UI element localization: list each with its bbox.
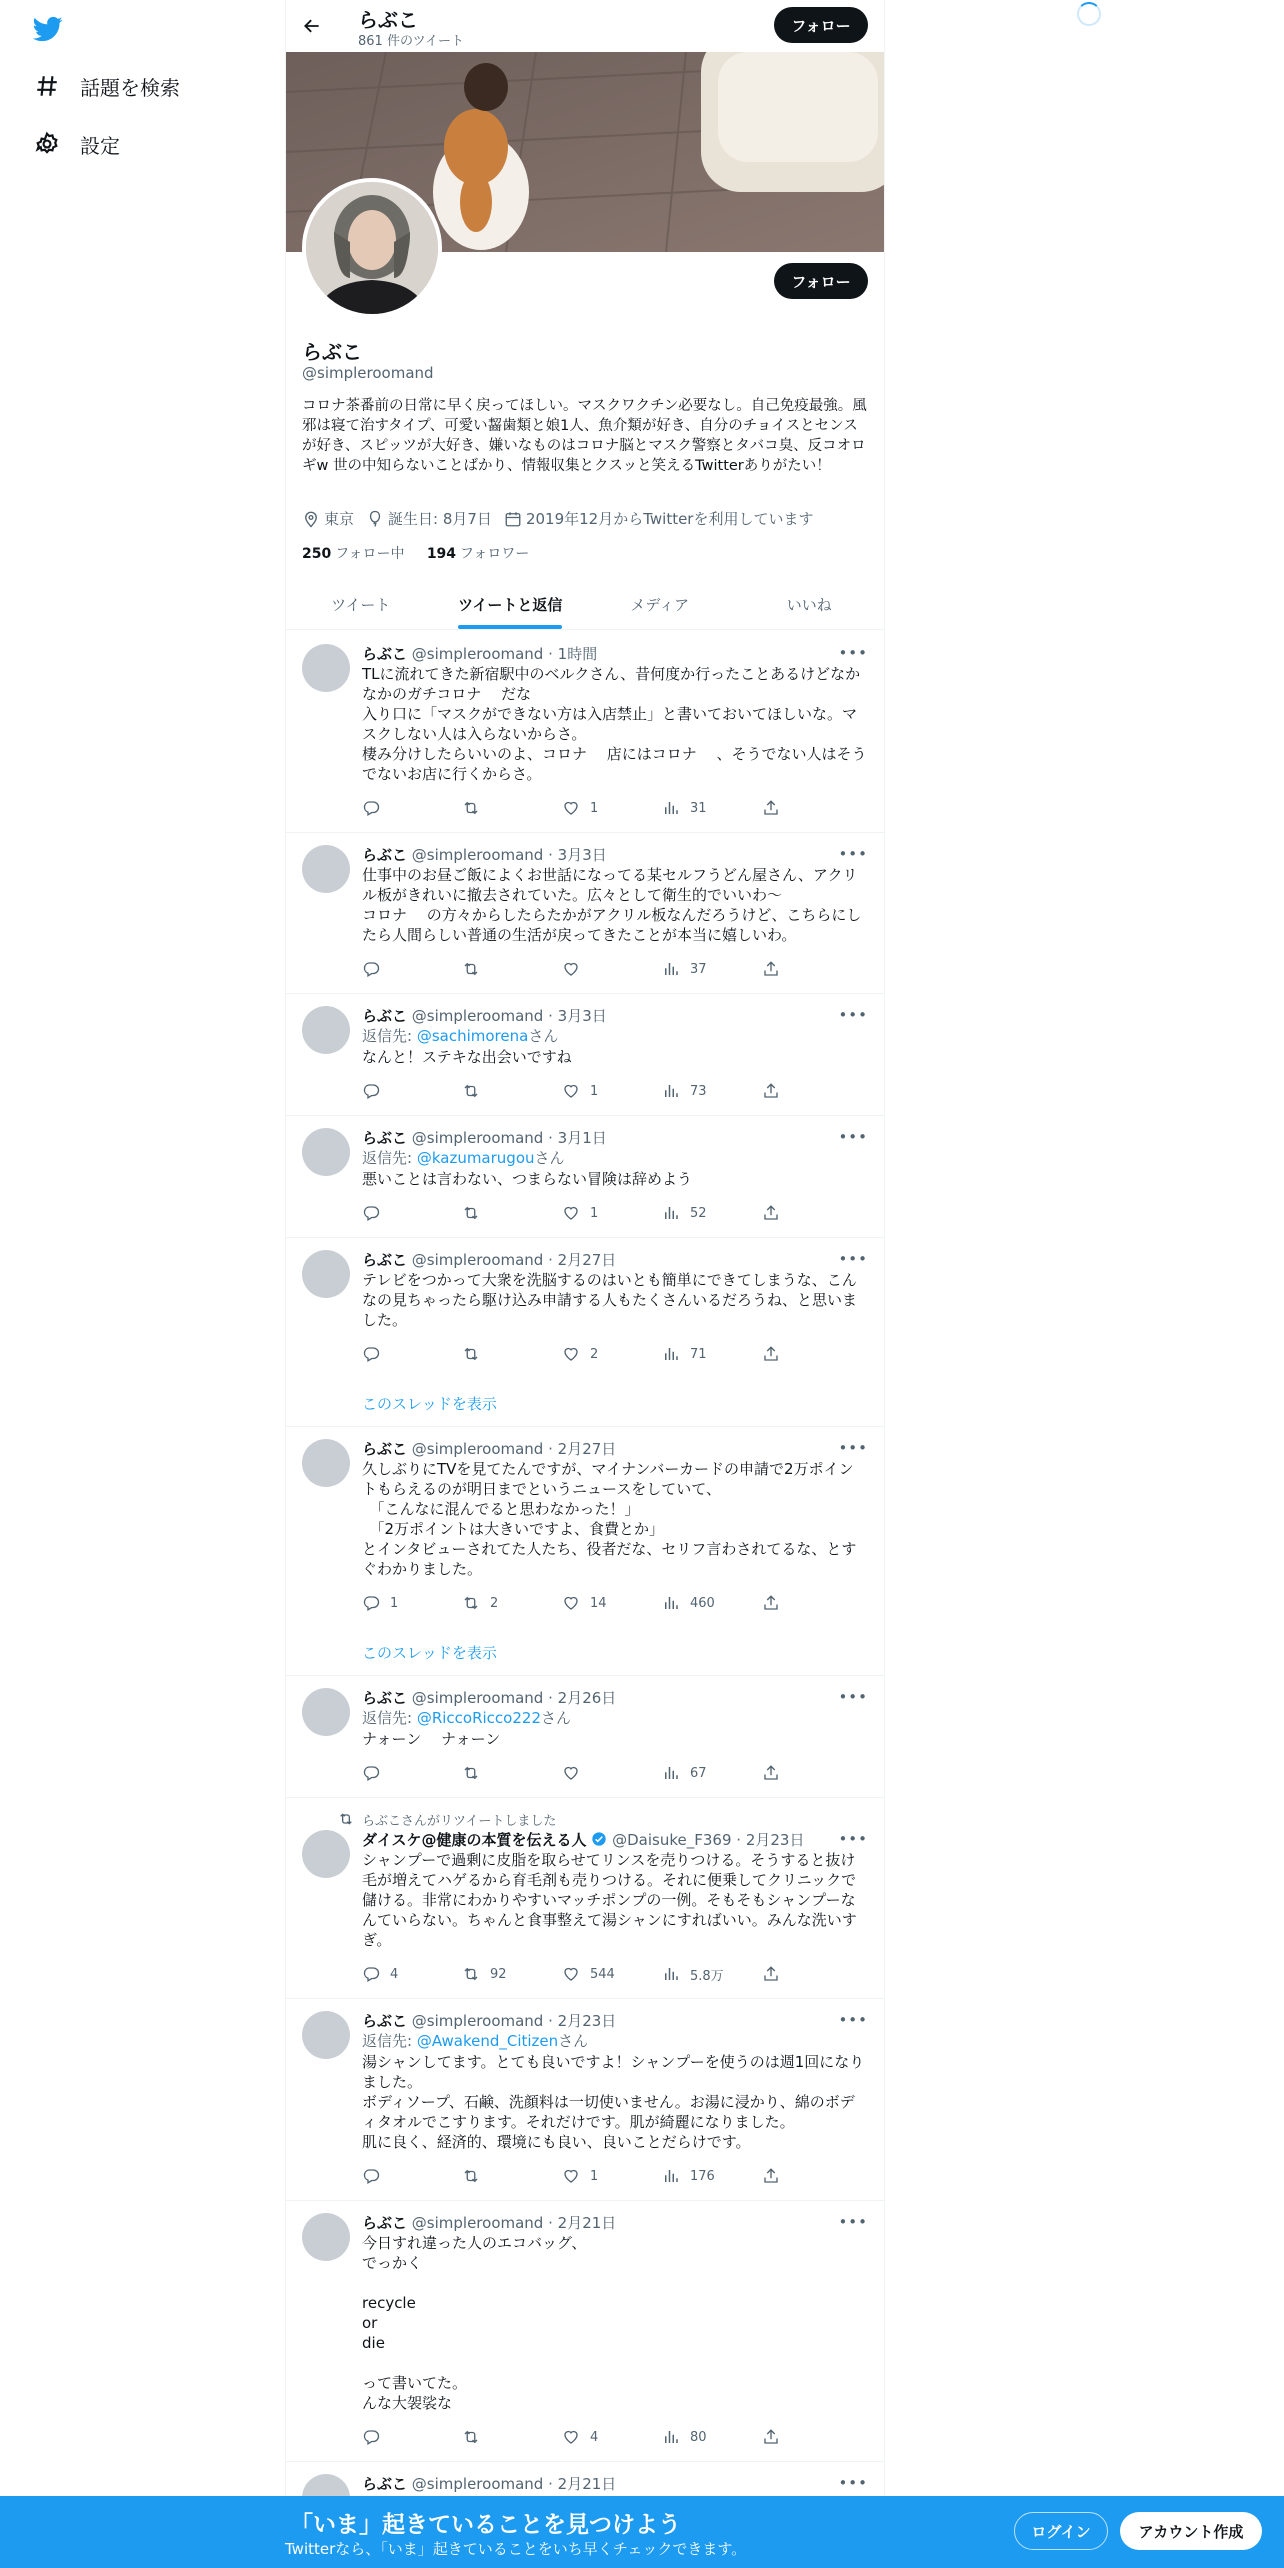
views-button[interactable]: 80 — [662, 2425, 762, 2449]
tab-2[interactable] — [585, 580, 735, 629]
retweet-icon — [462, 1965, 480, 1983]
tweet-date[interactable]: · 2月21日 — [548, 2475, 617, 2493]
reply-to: 返信先: @sachimorenaさん — [362, 1027, 559, 1045]
like-button[interactable] — [562, 957, 662, 981]
tweet-text: 悪いことは言わない、つまらない冒険は辞めよう — [362, 1170, 693, 1188]
followers-link[interactable]: 194 フォロワー — [426, 546, 530, 562]
retweet-button[interactable] — [462, 957, 562, 981]
tweet-avatar[interactable] — [302, 845, 350, 893]
tweet-text: 仕事中のお昼ご飯によくお世話になってる某セルフうどん屋さん、アクリル板がきれいに撤去されていた。広々として衛生的でいいわ〜 コロナ の方々からしたらたかがアクリル板なんだろうけど、こちらにしたら人間らしい普通の生活が戻ってきたことが本当に嬉しいわ。 — [362, 866, 862, 944]
tweet-header — [362, 2213, 868, 2233]
main-column — [285, 0, 885, 2568]
tweet-text: シャンプーで過剰に皮脂を取らせてリンスを売りつける。そうすると抜け毛が増えてハゲるから育毛剤も売りつける。それに便乗してクリニックで儲ける。非常にわかりやすいマッチポンプの一例。そもそもシャンプーなんていらない。ちゃんと食事整えて湯シャンにすればいい。みんな洗いすぎ。 — [362, 1851, 857, 1949]
tweet-actions — [362, 1342, 868, 1366]
share-button[interactable] — [762, 1761, 862, 1785]
reply-icon — [362, 1965, 380, 1983]
reply-button[interactable]: 4 — [362, 1962, 462, 1986]
reply-button[interactable] — [362, 2164, 462, 2188]
tweet-actions — [362, 1962, 868, 1986]
retweet-icon — [462, 1764, 480, 1782]
reply-to-handle[interactable]: @RiccoRicco222 — [416, 1709, 541, 1727]
tweet-text: TLに流れてきた新宿駅中のベルクさん、昔何度か行ったことあるけどなかなかのガチコロナ だな 入り口に「マスクができない方は入店禁止」と書いておいてほしいな。マスクしない人は入らないからさ。 棲み分けしたらいいのよ、コロナ 店にはコロナ 、そうでない人はそうでないお店に行くからさ。 — [362, 665, 867, 783]
share-icon — [762, 1764, 780, 1782]
share-icon — [762, 2167, 780, 2185]
show-thread-link[interactable]: このスレッドを表示 — [362, 1644, 497, 1662]
tweet-text: テレビをつかって大衆を洗脳するのはいとも簡単にできてしまうな、こんなの見ちゃったら駆け込み申請する人もたくさんいるだろうね、と思いました。 — [362, 1271, 858, 1329]
header-name: らぶこ — [358, 8, 418, 32]
more-options-icon[interactable]: ••• — [838, 2474, 868, 2492]
more-options-icon[interactable]: ••• — [838, 1688, 868, 1706]
reply-button[interactable] — [362, 957, 462, 981]
reply-icon — [362, 1764, 380, 1782]
tweet-feed — [286, 632, 884, 2563]
tweet-date[interactable]: · 2月23日 — [736, 1831, 805, 1849]
views-chart-icon — [662, 799, 680, 817]
tab-label: メディア — [630, 596, 690, 614]
views-chart-icon — [662, 2428, 680, 2446]
like-button[interactable] — [562, 1761, 662, 1785]
tweet-author-handle[interactable]: @simpleroomand — [411, 846, 544, 864]
tab-label: ツイート — [331, 596, 391, 614]
heart-icon — [562, 960, 580, 978]
reply-button[interactable] — [362, 1079, 462, 1103]
nav-settings-label: 設定 — [80, 133, 120, 158]
profile-tabs — [286, 580, 884, 630]
views-chart-icon — [662, 1764, 680, 1782]
tweet-avatar[interactable] — [302, 1688, 350, 1736]
tweet-text: ナォーン ナォーン — [362, 1730, 501, 1748]
reply-icon — [362, 1204, 380, 1222]
tweet-author-handle[interactable]: @simpleroomand — [411, 1251, 544, 1269]
tab-1[interactable] — [436, 580, 586, 629]
share-button[interactable] — [762, 2425, 862, 2449]
signup-button[interactable]: アカウント作成 — [1120, 2512, 1262, 2550]
retweet-icon — [462, 1594, 480, 1612]
share-icon — [762, 799, 780, 817]
tweet-author-handle[interactable]: @simpleroomand — [411, 1689, 544, 1707]
more-options-icon[interactable]: ••• — [838, 2213, 868, 2231]
tweet-date[interactable]: · 3月3日 — [548, 846, 607, 864]
profile-meta — [302, 508, 825, 529]
heart-icon — [562, 1345, 580, 1363]
tweet-author-handle[interactable]: @simpleroomand — [411, 1440, 544, 1458]
reply-to: 返信先: @Awakend_Citizenさん — [362, 2032, 589, 2050]
like-button[interactable]: 1 — [562, 1079, 662, 1103]
tweet-author-name[interactable]: ダイスケ@健康の本質を伝える人 — [362, 1831, 587, 1849]
reply-to: 返信先: @kazumarugouさん — [362, 1149, 565, 1167]
tweet-header — [362, 644, 868, 664]
retweeted-by: らぶこさんがリツイートしました — [338, 1810, 868, 1828]
tweet-date[interactable]: · 2月27日 — [548, 1251, 617, 1269]
tweet-header — [362, 1830, 868, 1850]
share-icon — [762, 1594, 780, 1612]
reply-to-handle[interactable]: @kazumarugou — [416, 1149, 535, 1167]
tweet-avatar[interactable] — [302, 1830, 350, 1878]
tweet-author-name[interactable]: らぶこ — [362, 645, 408, 663]
twitter-bird-icon[interactable] — [32, 14, 64, 44]
retweet-icon — [462, 1345, 480, 1363]
more-options-icon[interactable]: ••• — [838, 644, 868, 662]
like-button[interactable]: 1 — [562, 1201, 662, 1225]
loading-spinner-icon — [1077, 2, 1101, 26]
reply-icon — [362, 799, 380, 817]
share-button[interactable] — [762, 1342, 862, 1366]
retweet-button[interactable] — [462, 796, 562, 820]
tweet-author-handle[interactable]: @simpleroomand — [411, 1007, 544, 1025]
reply-button[interactable]: 1 — [362, 1591, 462, 1615]
tweet[interactable] — [286, 1798, 884, 1999]
share-button[interactable] — [762, 1962, 862, 1986]
tweet-header — [362, 845, 868, 865]
tweet[interactable] — [286, 994, 884, 1116]
retweet-icon — [338, 1811, 354, 1827]
tweet-author-name[interactable]: らぶこ — [362, 1129, 408, 1147]
views-chart-icon — [662, 1594, 680, 1612]
top-bar — [286, 0, 884, 52]
nav-explore[interactable] — [30, 62, 180, 110]
profile-joined — [504, 508, 814, 529]
reply-to: 返信先: @RiccoRicco222さん — [362, 1709, 571, 1727]
reply-icon — [362, 1594, 380, 1612]
profile-location-text: 東京 — [324, 510, 355, 528]
balloon-icon — [366, 510, 384, 528]
reply-button[interactable] — [362, 1342, 462, 1366]
tweet-header — [362, 2474, 868, 2494]
retweet-icon — [462, 1204, 480, 1222]
profile-location — [302, 508, 354, 529]
like-button[interactable]: 1 — [562, 796, 662, 820]
retweet-button[interactable]: 92 — [462, 1962, 562, 1986]
more-options-icon[interactable]: ••• — [838, 2011, 868, 2029]
tab-0[interactable] — [286, 580, 436, 629]
tweet-author-handle[interactable]: @simpleroomand — [411, 1129, 544, 1147]
tweet-avatar[interactable] — [302, 1439, 350, 1487]
views-button[interactable]: 67 — [662, 1761, 762, 1785]
tweet-author-handle[interactable]: @simpleroomand — [411, 645, 544, 663]
reply-icon — [362, 2167, 380, 2185]
tweet-text: 今日すれ違った人のエコバッグ、 でっかく recycle or die って書いてた。 んな大袈裟な — [362, 2234, 587, 2412]
views-button[interactable]: 31 — [662, 796, 762, 820]
tweet-date[interactable]: · 3月3日 — [548, 1007, 607, 1025]
tweet[interactable] — [286, 1999, 884, 2201]
tweet-header — [362, 1006, 868, 1026]
calendar-icon — [504, 510, 522, 528]
like-button[interactable]: 544 — [562, 1962, 662, 1986]
profile-follow-stats — [302, 543, 529, 563]
tweet-author-name[interactable]: らぶこ — [362, 1440, 408, 1458]
heart-icon — [562, 2428, 580, 2446]
bottom-bar-title: 「いま」起きていることを見つけよう — [290, 2512, 681, 2538]
heart-icon — [562, 1082, 580, 1100]
tweet-actions — [362, 1079, 868, 1103]
share-button[interactable] — [762, 1591, 862, 1615]
tweet[interactable] — [286, 833, 884, 994]
views-chart-icon — [662, 960, 680, 978]
heart-icon — [562, 1764, 580, 1782]
tweet[interactable] — [286, 1238, 884, 1427]
views-chart-icon — [662, 1082, 680, 1100]
tweet-author-handle[interactable]: @Daisuke_F369 — [612, 1831, 732, 1849]
tweet-author-handle[interactable]: @simpleroomand — [411, 2012, 544, 2030]
profile-handle: @simpleroomand — [302, 364, 434, 382]
tweet-date[interactable]: · 1時間 — [548, 645, 598, 663]
views-button[interactable]: 5.8万 — [662, 1962, 762, 1986]
views-button[interactable]: 460 — [662, 1591, 762, 1615]
tweet-avatar[interactable] — [302, 1250, 350, 1298]
reply-button[interactable] — [362, 2425, 462, 2449]
tweet-actions — [362, 796, 868, 820]
tweet[interactable] — [286, 632, 884, 833]
views-button[interactable]: 71 — [662, 1342, 762, 1366]
retweet-icon — [462, 799, 480, 817]
nav-settings[interactable] — [30, 120, 120, 168]
verified-badge-icon — [591, 1831, 607, 1847]
tweet-text: 湯シャンしてます。とても良いですよ！シャンプーを使うのは週1回になりました。 ボディソープ、石鹸、洗顔料は一切使いません。お湯に浸かり、綿のボディタオルでこすります。それだけです。肌が綺麗になりました。 肌に良く、経済的、環境にも良い、良いことだらけです。 — [362, 2053, 865, 2151]
share-icon — [762, 2428, 780, 2446]
profile-name: らぶこ — [302, 340, 362, 364]
tweet-header — [362, 1250, 868, 1270]
views-chart-icon — [662, 1965, 680, 1983]
retweet-button[interactable] — [462, 1761, 562, 1785]
like-button[interactable]: 14 — [562, 1591, 662, 1615]
reply-icon — [362, 960, 380, 978]
share-icon — [762, 1345, 780, 1363]
share-button[interactable] — [762, 1201, 862, 1225]
views-chart-icon — [662, 1204, 680, 1222]
reply-to-handle[interactable]: @Awakend_Citizen — [416, 2032, 559, 2050]
like-button[interactable]: 4 — [562, 2425, 662, 2449]
more-options-icon[interactable]: ••• — [838, 1830, 868, 1848]
retweet-button[interactable] — [462, 2425, 562, 2449]
tweet-author-name[interactable]: らぶこ — [362, 1251, 408, 1269]
reply-to-handle[interactable]: @sachimorena — [416, 1027, 529, 1045]
tweet-author-name[interactable]: らぶこ — [362, 2475, 408, 2493]
hashtag-icon — [34, 73, 60, 99]
views-chart-icon — [662, 2167, 680, 2185]
share-button[interactable] — [762, 957, 862, 981]
reply-button[interactable] — [362, 1761, 462, 1785]
reply-button[interactable] — [362, 1201, 462, 1225]
location-pin-icon — [302, 510, 320, 528]
tweet-text: なんと！ステキな出会いですね — [362, 1048, 572, 1066]
more-options-icon[interactable]: ••• — [838, 1250, 868, 1268]
tab-3[interactable] — [735, 580, 885, 629]
retweet-button[interactable] — [462, 1079, 562, 1103]
tweet-header — [362, 1439, 868, 1459]
tweet-actions — [362, 2164, 868, 2188]
profile-birthday — [366, 508, 492, 529]
tweet-avatar[interactable] — [302, 1006, 350, 1054]
tweet-author-handle[interactable]: @simpleroomand — [411, 2475, 544, 2493]
tweet-avatar[interactable] — [302, 2011, 350, 2059]
profile-birthday-text: 誕生日: 8月7日 — [388, 510, 492, 528]
tweet-actions — [362, 957, 868, 981]
views-button[interactable]: 176 — [662, 2164, 762, 2188]
tweet-date[interactable]: · 2月23日 — [548, 2012, 617, 2030]
tweet-header — [362, 2011, 868, 2031]
header-follow-button[interactable]: フォロー — [774, 7, 868, 43]
tweet[interactable] — [286, 1116, 884, 1238]
profile-bio: コロナ茶番前の日常に早く戻ってほしい。マスクワクチン必要なし。自己免疫最強。風邪は寝て治すタイプ、可愛い齧歯類と娘1人、魚介類が好き、自分のチョイスとセンスが好き、スピッツが大好き、嫌いなものはコロナ脳とマスク警察とタバコ臭、反コオロギw 世の中知らないことばかり、情報収集とクスッと笑えるTwitterありがたい！ — [302, 398, 867, 474]
back-arrow-icon[interactable] — [298, 12, 326, 40]
tab-label: いいね — [786, 596, 832, 614]
share-icon — [762, 1965, 780, 1983]
retweet-icon — [462, 2428, 480, 2446]
retweet-icon — [462, 1082, 480, 1100]
tweet-author-name[interactable]: らぶこ — [362, 1007, 408, 1025]
more-options-icon[interactable]: ••• — [838, 1439, 868, 1457]
tweet[interactable] — [286, 2201, 884, 2462]
share-icon — [762, 1082, 780, 1100]
tweet-text: 久しぶりにTVを見てたんですが、マイナンバーカードの申請で2万ポイントもらえるのが明日までというニュースをしていて、 「こんなに混んでると思わなかった！」 「2万ポイントは大きいですよ、食費とか」 とインタビューされてた人たち、役者だな、セリフ言わされてるな、とすぐわかりました。 — [362, 1460, 857, 1578]
tweet-header — [362, 1688, 868, 1708]
share-button[interactable] — [762, 1079, 862, 1103]
tweet[interactable] — [286, 1427, 884, 1676]
more-options-icon[interactable]: ••• — [838, 845, 868, 863]
share-button[interactable] — [762, 2164, 862, 2188]
tweet-avatar[interactable] — [302, 2213, 350, 2261]
nav-explore-label: 話題を検索 — [80, 75, 180, 100]
views-button[interactable]: 73 — [662, 1079, 762, 1103]
tweet-actions — [362, 1591, 868, 1615]
heart-icon — [562, 2167, 580, 2185]
retweet-icon — [462, 960, 480, 978]
tweet-actions — [362, 1761, 868, 1785]
heart-icon — [562, 1204, 580, 1222]
gear-icon — [34, 131, 60, 157]
like-button[interactable]: 1 — [562, 2164, 662, 2188]
heart-icon — [562, 1594, 580, 1612]
tweet-author-name[interactable]: らぶこ — [362, 2012, 408, 2030]
profile-follow-button[interactable]: フォロー — [774, 263, 868, 299]
retweet-button[interactable] — [462, 1201, 562, 1225]
signup-bottom-bar — [0, 2496, 1284, 2568]
tweet-avatar[interactable] — [302, 644, 350, 692]
tweet-author-name[interactable]: らぶこ — [362, 2214, 408, 2232]
share-icon — [762, 960, 780, 978]
tweet[interactable] — [286, 1676, 884, 1798]
more-options-icon[interactable]: ••• — [838, 1006, 868, 1024]
tweet-header — [362, 1128, 868, 1148]
share-icon — [762, 1204, 780, 1222]
tweet-actions — [362, 2425, 868, 2449]
tweet-date[interactable]: · 2月27日 — [548, 1440, 617, 1458]
retweet-button[interactable] — [462, 2164, 562, 2188]
profile-avatar[interactable] — [302, 178, 442, 318]
tweet-author-name[interactable]: らぶこ — [362, 1689, 408, 1707]
retweet-icon — [462, 2167, 480, 2185]
views-button[interactable]: 37 — [662, 957, 762, 981]
reply-icon — [362, 1082, 380, 1100]
more-options-icon[interactable]: ••• — [838, 1128, 868, 1146]
share-button[interactable] — [762, 796, 862, 820]
tweet-date[interactable]: · 2月21日 — [548, 2214, 617, 2232]
reply-button[interactable] — [362, 796, 462, 820]
views-button[interactable]: 52 — [662, 1201, 762, 1225]
reply-icon — [362, 2428, 380, 2446]
like-button[interactable]: 2 — [562, 1342, 662, 1366]
profile-joined-text: 2019年12月からTwitterを利用しています — [525, 510, 814, 528]
tweet-actions — [362, 1201, 868, 1225]
views-chart-icon — [662, 1345, 680, 1363]
following-link[interactable]: 250 フォロー中 — [302, 546, 405, 562]
show-thread-link[interactable]: このスレッドを表示 — [362, 1395, 497, 1413]
bottom-bar-subtitle: Twitterなら、「いま」起きていることをいち早くチェックできます。 — [285, 2540, 747, 2558]
header-tweet-count: 861 件のツイート — [358, 34, 465, 49]
login-button[interactable]: ログイン — [1014, 2512, 1108, 2550]
reply-icon — [362, 1345, 380, 1363]
tweet-avatar[interactable] — [302, 1128, 350, 1176]
heart-icon — [562, 1965, 580, 1983]
tweet-author-handle[interactable]: @simpleroomand — [411, 2214, 544, 2232]
avatar-image — [306, 182, 438, 314]
tab-label: ツイートと返信 — [458, 596, 563, 614]
heart-icon — [562, 799, 580, 817]
retweet-button[interactable] — [462, 1342, 562, 1366]
retweet-button[interactable]: 2 — [462, 1591, 562, 1615]
tweet-date[interactable]: · 3月1日 — [548, 1129, 607, 1147]
tweet-author-name[interactable]: らぶこ — [362, 846, 408, 864]
tweet-date[interactable]: · 2月26日 — [548, 1689, 617, 1707]
